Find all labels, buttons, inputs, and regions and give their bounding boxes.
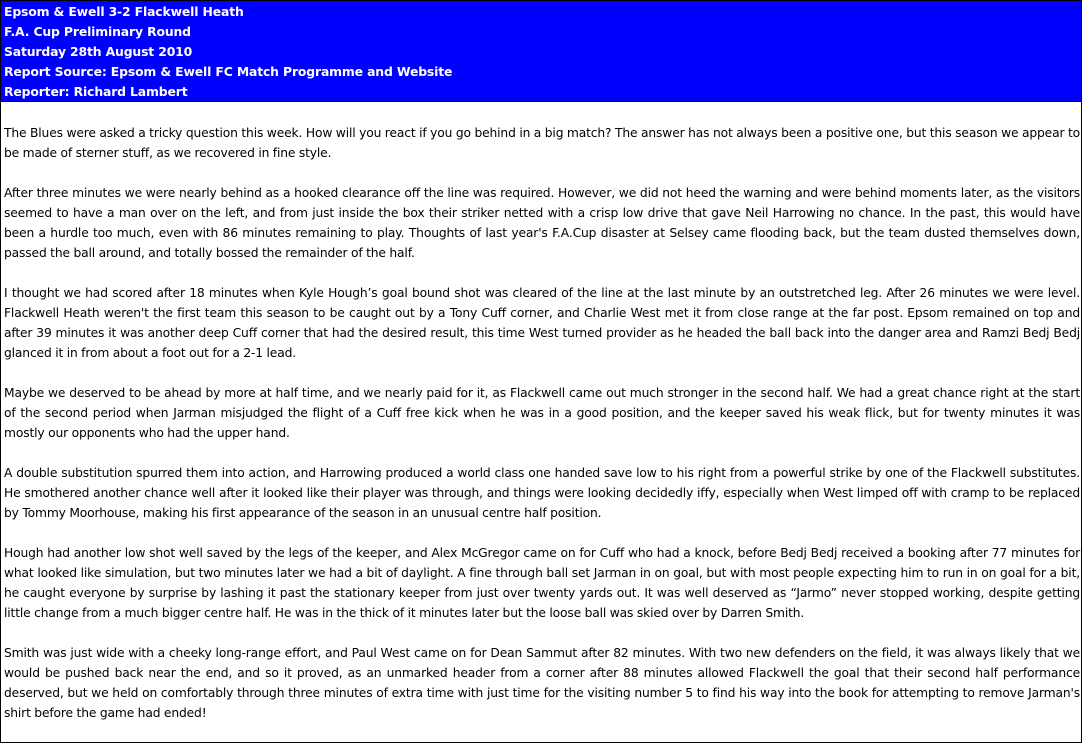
report-source: Report Source: Epsom & Ewell FC Match Programme and Website [4, 64, 453, 79]
report-header [1, 1, 1081, 102]
report-paragraph: I thought we had scored after 18 minutes when Kyle Hough’s goal bound shot was cleared of the line at the last minute by an outstretched leg. After 26 minutes we were level. Flackwell Heath weren't the first team this season to be caught out by a Tony Cuff corner, and Charlie West met it from close range at the far post. Epsom remained on top and after 39 minutes it was another deep Cuff corner that had the desired result, this time West turned provider as he headed the ball back into the danger area and Ramzi Bedj Bedj glanced it in from about a foot out for a 2-1 lead. [4, 286, 1080, 360]
report-paragraph: Smith was just wide with a cheeky long-range effort, and Paul West came on for Dean Sammut after 82 minutes. With two new defenders on the field, it was always likely that we would be pushed back near the end, and so it proved, as an unmarked header from a corner after 88 minutes allowed Flackwell the goal that their second half performance deserved, but we held on comfortably through three minutes of extra time with just time for the visiting number 5 to find his way into the book for attempting to remove Jarman's shirt before the game had ended! [4, 646, 1080, 720]
report-paragraph: After three minutes we were nearly behind as a hooked clearance off the line was required. However, we did not heed the warning and were behind moments later, as the visitors seemed to have a man over on the left, and from just inside the box their striker netted with a crisp low drive that gave Neil Harrowing no chance. In the past, this would have been a hurdle too much, even with 86 minutes remaining to play. Thoughts of last year's F.A.Cup disaster at Selsey came flooding back, but the team dusted themselves down, passed the ball around, and totally bossed the remainder of the half. [4, 186, 1080, 260]
report-paragraph: The Blues were asked a tricky question this week. How will you react if you go behind in a big match? The answer has not always been a positive one, but this season we appear to be made of sterner stuff, as we recovered in fine style. [4, 126, 1080, 160]
report-paragraph: Hough had another low shot well saved by the legs of the keeper, and Alex McGregor came on for Cuff who had a knock, before Bedj Bedj received a booking after 77 minutes for what looked like simulation, but two minutes later we had a bit of daylight. A fine through ball set Jarman in on goal, but with most people expecting him to run in on goal for a bit, he caught everyone by surprise by lashing it past the stationary keeper from just over twenty yards out. It was well deserved as “Jarmo” never stopped working, despite getting little change from a much bigger centre half. He was in the thick of it minutes later but the loose ball was skied over by Darren Smith. [4, 546, 1080, 620]
match-result: Epsom & Ewell 3-2 Flackwell Heath [4, 4, 244, 19]
report-paragraph: A double substitution spurred them into action, and Harrowing produced a world class one handed save low to his right from a powerful strike by one of the Flackwell substitutes. He smothered another chance well after it looked like their player was through, and things were looking decidedly iffy, especially when West limped off with cramp to be replaced by Tommy Moorhouse, making his first appearance of the season in an unusual centre half position. [4, 466, 1080, 520]
competition: F.A. Cup Preliminary Round [4, 24, 191, 39]
report-paragraph: Maybe we deserved to be ahead by more at half time, and we nearly paid for it, as Flackwell came out much stronger in the second half. We had a great chance right at the start of the second period when Jarman misjudged the flight of a Cuff free kick when he was in a good position, and the keeper saved his weak flick, but for twenty minutes it was mostly our opponents who had the upper hand. [4, 386, 1080, 440]
report-body [4, 123, 1080, 743]
match-date: Saturday 28th August 2010 [4, 44, 193, 59]
reporter: Reporter: Richard Lambert [4, 84, 188, 99]
